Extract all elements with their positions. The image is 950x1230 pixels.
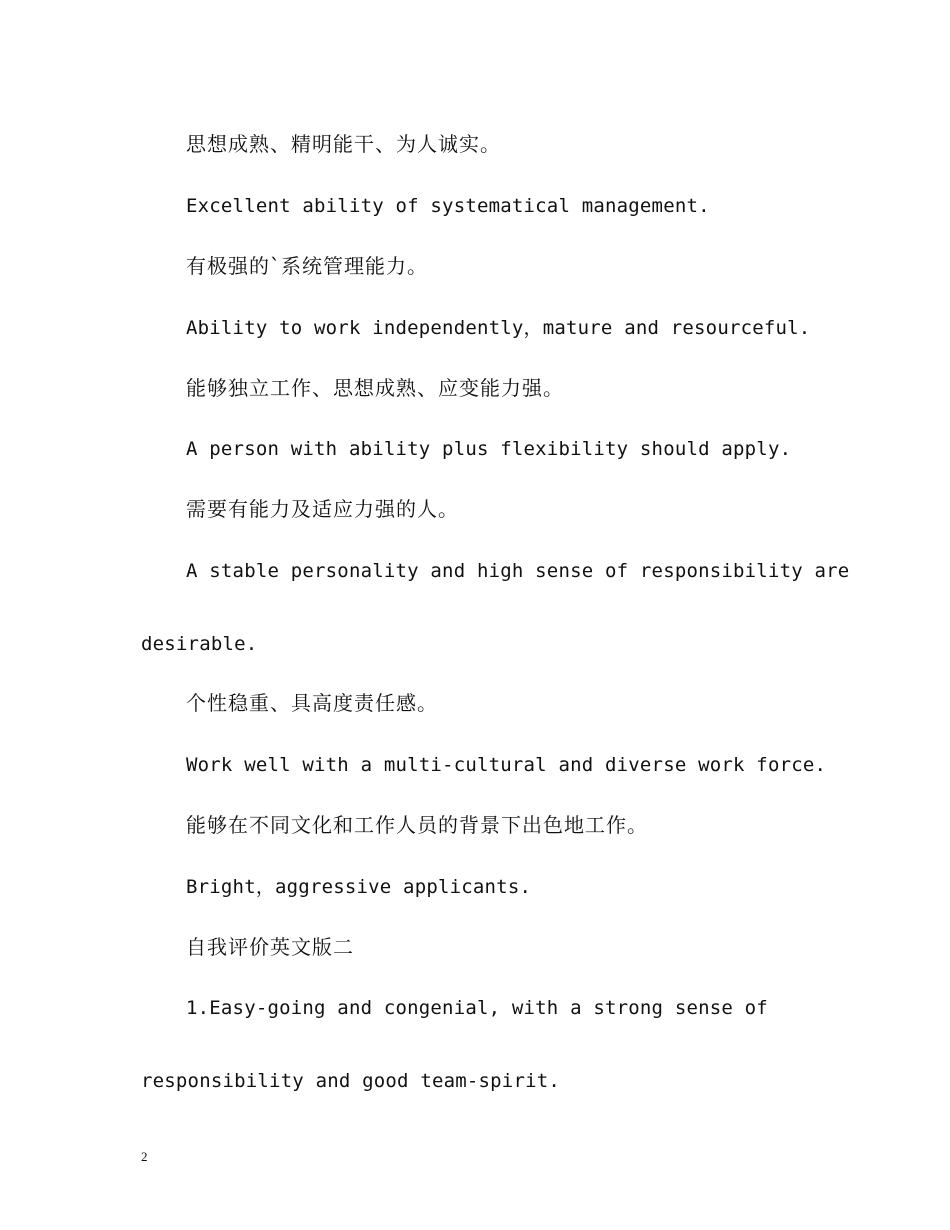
text-line-en-7b: responsibility and good team-spirit. [141, 1070, 561, 1092]
text-line-cn-1: 思想成熟、精明能干、为人诚实。 [186, 132, 501, 156]
text-line-cn-3: 能够独立工作、思想成熟、应变能力强。 [186, 376, 564, 400]
text-line-cn-4: 需要有能力及适应力强的人。 [186, 497, 459, 521]
page-number: 2 [141, 1149, 148, 1164]
text-line-en-6: Bright，aggressive applicants. [186, 876, 532, 898]
text-line-en-7a: 1.Easy-going and congenial, with a strong sense of [186, 997, 768, 1019]
section-heading: 自我评价英文版二 [186, 935, 354, 959]
text-line-cn-2: 有极强的`系统管理能力。 [186, 254, 428, 278]
text-line-en-4a: A stable personality and high sense of responsibility are [186, 560, 850, 582]
text-line-en-2: Ability to work independently，mature and resourceful. [186, 317, 811, 339]
text-line-cn-5: 个性稳重、具高度责任感。 [186, 691, 438, 715]
text-line-en-3: A person with ability plus flexibility should apply. [186, 438, 792, 460]
text-line-cn-6: 能够在不同文化和工作人员的背景下出色地工作。 [186, 813, 648, 837]
text-line-en-4b: desirable. [141, 633, 258, 655]
text-line-en-1: Excellent ability of systematical management. [186, 195, 710, 217]
text-line-en-5: Work well with a multi-cultural and diverse work force. [186, 754, 827, 776]
